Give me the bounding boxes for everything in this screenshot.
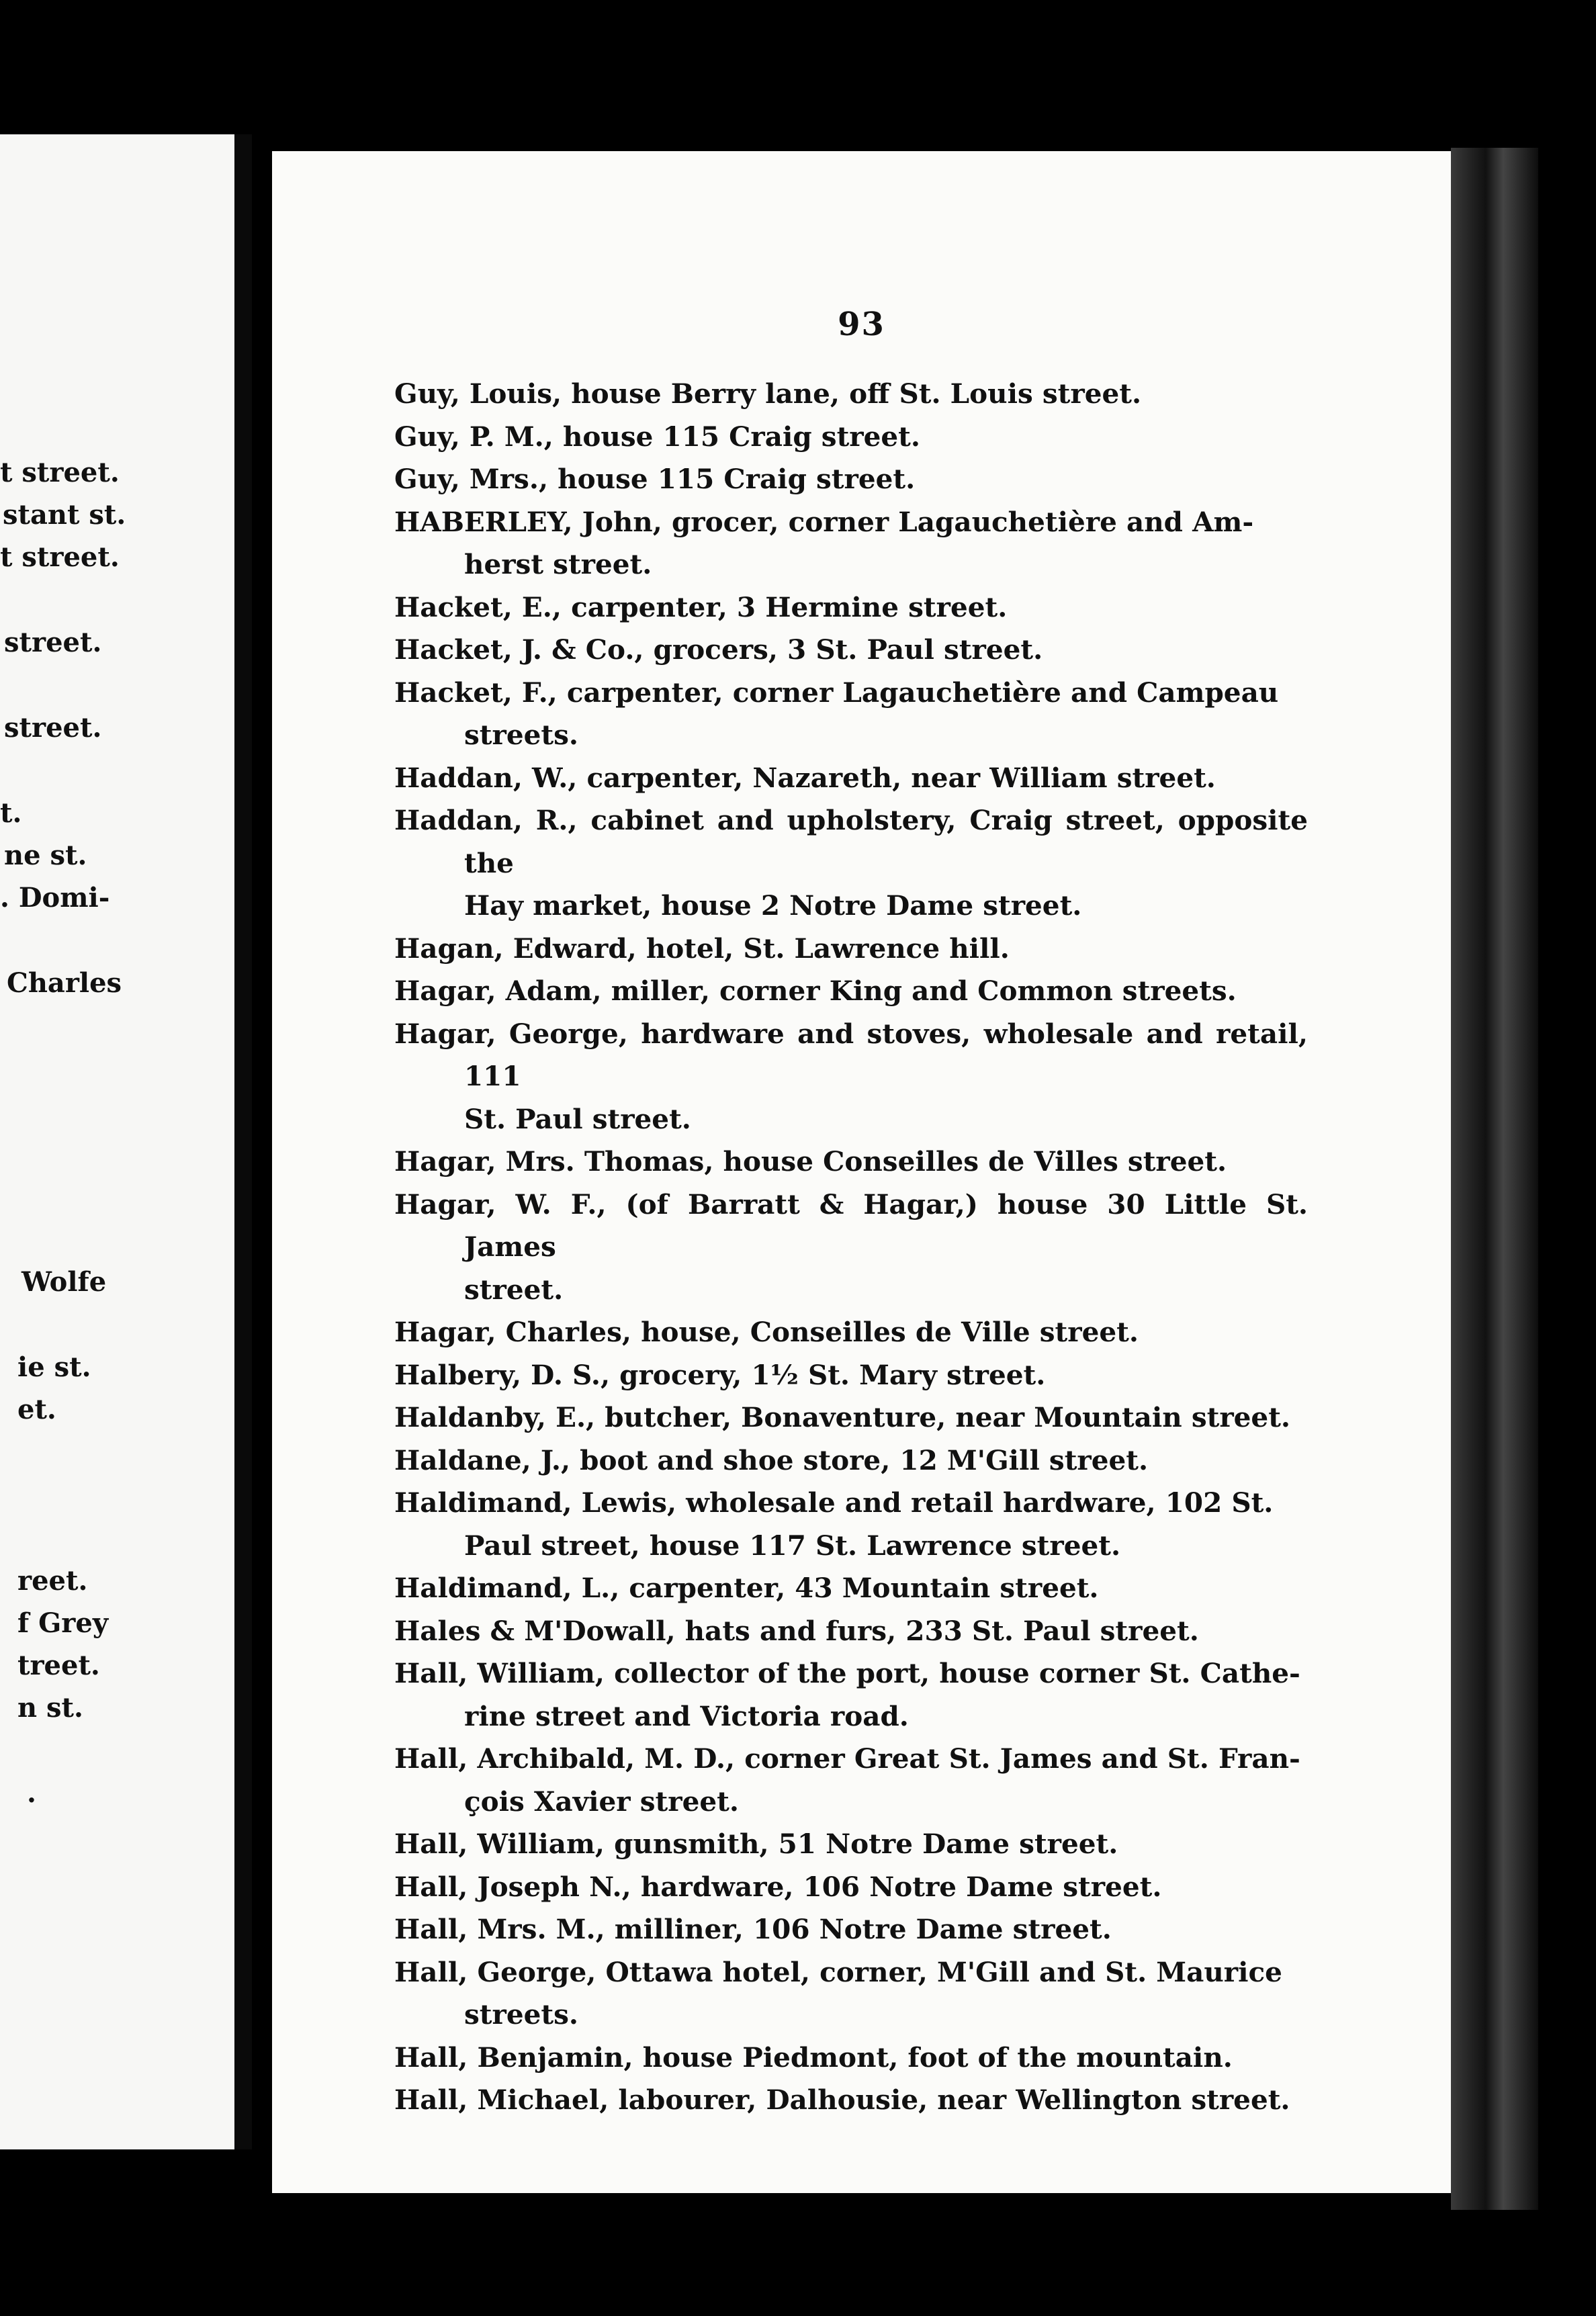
entry-continuation-line: Paul street, house 117 St. Lawrence street. (464, 1529, 1121, 1562)
entry-line: Haldimand, L., carpenter, 43 Mountain street. (394, 1572, 1099, 1604)
directory-entry (394, 1354, 1308, 1397)
entry-continuation-line: street. (464, 1273, 564, 1306)
directory-entry (394, 1013, 1308, 1141)
directory-entry (394, 629, 1308, 672)
entry-line: Hales & M'Dowall, hats and furs, 233 St. Paul street. (394, 1614, 1199, 1647)
entry-line: Hacket, E., carpenter, 3 Hermine street. (394, 590, 1008, 623)
entry-line: Guy, P. M., house 115 Craig street. (394, 420, 920, 453)
directory-entry (394, 1610, 1308, 1653)
entry-line: Hagar, Adam, miller, corner King and Common streets. (394, 975, 1237, 1007)
directory-entry (394, 1482, 1308, 1567)
entry-line: Hall, William, gunsmith, 51 Notre Dame street. (394, 1828, 1118, 1860)
book-edge (1451, 148, 1538, 2210)
entry-line: Haldanby, E., butcher, Bonaventure, near Mountain street. (394, 1401, 1291, 1433)
directory-entry (394, 1738, 1308, 1823)
left-page-fragment: ie st. (17, 1351, 91, 1383)
entry-continuation-line: streets. (464, 719, 578, 751)
entry-line: Hall, Joseph N., hardware, 106 Notre Dame street. (394, 1870, 1162, 1903)
directory-entry (394, 1823, 1308, 1866)
entry-line: HABERLEY, John, grocer, corner Lagauchetière and Am- (394, 505, 1254, 538)
directory-entry (394, 1184, 1308, 1312)
entry-continuation-line: streets. (464, 1998, 578, 2031)
directory-entry (394, 458, 1308, 501)
entry-continuation-line: rine street and Victoria road. (464, 1699, 909, 1732)
directory-entry (394, 672, 1308, 757)
entry-continuation-line: herst street. (464, 548, 652, 580)
directory-entry (394, 1311, 1308, 1354)
left-page-fragment: treet. (17, 1650, 100, 1681)
entry-line: Haddan, W., carpenter, Nazareth, near William street. (394, 761, 1216, 794)
directory-page (272, 151, 1451, 2193)
entry-line: Haddan, R., cabinet and upholstery, Craig street, opposite the (394, 804, 1308, 879)
directory-entry (394, 928, 1308, 971)
entry-line: Halbery, D. S., grocery, 1½ St. Mary street. (394, 1358, 1046, 1391)
left-page-fragment: . Domi- (0, 882, 110, 914)
entry-line: Hacket, J. & Co., grocers, 3 St. Paul street. (394, 633, 1043, 666)
left-page-fragment: et. (17, 1394, 56, 1425)
entry-line: Hagar, Mrs. Thomas, house Conseilles de Villes street. (394, 1145, 1227, 1177)
directory-entry (394, 1567, 1308, 1610)
entry-line: Hall, Michael, labourer, Dalhousie, near Wellington street. (394, 2084, 1290, 2116)
left-page-fragment: Wolfe (21, 1266, 107, 1298)
left-page-fragment: street. (4, 712, 102, 744)
entry-line: Hall, Benjamin, house Piedmont, foot of the mountain. (394, 2041, 1233, 2074)
directory-entry (394, 799, 1308, 928)
directory-entry (394, 1652, 1308, 1738)
left-page-fragment: . (27, 1777, 36, 1809)
directory-entry (394, 757, 1308, 800)
entry-line: Hacket, F., carpenter, corner Lagauchetière and Campeau (394, 676, 1279, 709)
entry-line: Hagar, Charles, house, Conseilles de Ville street. (394, 1316, 1139, 1348)
left-page-fragment: Charles (7, 967, 122, 999)
entry-line: Haldane, J., boot and shoe store, 12 M'Gill street. (394, 1443, 1149, 1476)
directory-entry (394, 373, 1308, 416)
entry-line: Hall, George, Ottawa hotel, corner, M'Gill and St. Maurice (394, 1955, 1282, 1988)
entry-line: Haldimand, Lewis, wholesale and retail hardware, 102 St. (394, 1486, 1274, 1519)
left-page-fragment: t. (0, 797, 22, 829)
entry-continuation-line: St. Paul street. (464, 1102, 691, 1135)
left-page-fragment: reet. (17, 1565, 88, 1597)
entry-line: Hagan, Edward, hotel, St. Lawrence hill. (394, 932, 1010, 965)
left-page-fragment: stant st. (3, 499, 126, 531)
directory-entry (394, 970, 1308, 1013)
entry-line: Guy, Louis, house Berry lane, off St. Louis street. (394, 377, 1142, 410)
directory-entry (394, 1439, 1308, 1482)
directory-entry (394, 1866, 1308, 1909)
directory-entry (394, 2037, 1308, 2080)
directory-entry (394, 501, 1308, 586)
entry-line: Hagar, W. F., (of Barratt & Hagar,) house 30 Little St. James (394, 1188, 1308, 1263)
left-page-fragment: t street. (0, 457, 120, 488)
directory-entry (394, 1141, 1308, 1184)
left-page-fragment: f Grey (17, 1607, 109, 1639)
entry-line: Guy, Mrs., house 115 Craig street. (394, 463, 916, 495)
entry-line: Hall, Mrs. M., milliner, 106 Notre Dame street. (394, 1913, 1112, 1945)
entry-line: Hall, Archibald, M. D., corner Great St. James and St. Fran- (394, 1742, 1300, 1775)
left-facing-page (0, 134, 252, 2149)
directory-entry (394, 1908, 1308, 1951)
directory-entry (394, 586, 1308, 629)
directory-entry (394, 1951, 1308, 2037)
directory-entries (394, 373, 1308, 2122)
entry-continuation-line: Hay market, house 2 Notre Dame street. (464, 889, 1082, 922)
left-page-fragment: street. (4, 627, 102, 658)
directory-entry (394, 2079, 1308, 2122)
left-page-fragment: n st. (17, 1692, 83, 1724)
entry-line: Hall, William, collector of the port, house corner St. Cathe- (394, 1657, 1300, 1689)
directory-entry (394, 1396, 1308, 1439)
page-number: 93 (838, 306, 885, 343)
directory-entry (394, 416, 1308, 459)
entry-line: Hagar, George, hardware and stoves, wholesale and retail, 111 (394, 1017, 1308, 1092)
left-page-fragment: t street. (0, 541, 120, 573)
entry-continuation-line: çois Xavier street. (464, 1785, 739, 1818)
left-page-fragment: ne st. (4, 840, 87, 871)
